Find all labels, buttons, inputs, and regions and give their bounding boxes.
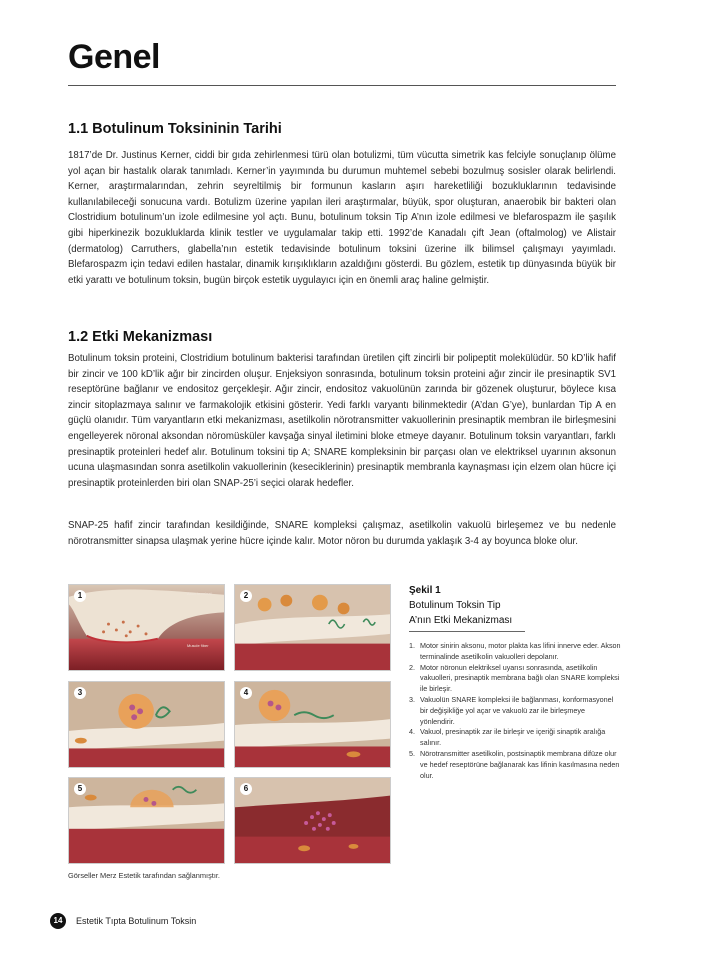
section-heading-history: 1.1 Botulinum Toksininin Tarihi (68, 121, 282, 137)
figure-credit: Görseller Merz Estetik tarafından sağlanmıştır. (68, 871, 220, 880)
page-title: Genel (68, 38, 160, 76)
figure-panel-2 (234, 584, 391, 671)
step-text: Motor nöronun elektriksel uyarısı sonrasında, asetilkolin vakuolleri, presinaptik membrana bağlı olan SNARE kompleksi ile birleşir. (420, 662, 620, 694)
panel-number: 3 (74, 687, 86, 699)
figure-step (409, 727, 621, 749)
figure-panel-4 (234, 681, 391, 768)
figure-step (409, 663, 621, 695)
step-number: 3. (409, 694, 415, 704)
figure-title-underline (409, 631, 525, 632)
step-text: Vakuolün SNARE kompleksi ile bağlanması, konformasyonel bir değişikliğe yol açar ve vakuolü zar ile birleşmeye yönlendirir. (420, 694, 614, 726)
footer-book-title: Estetik Tıpta Botulinum Toksin (76, 916, 197, 926)
panel-number: 6 (240, 783, 252, 795)
axon-terminal-label: Axon terminal (187, 591, 212, 596)
figure-steps-list (409, 641, 621, 781)
panel-number: 4 (240, 687, 252, 699)
figure-panel-1 (68, 584, 225, 671)
mechanism-paragraph-1: Botulinum toksin proteini, Clostridium botulinum bakterisi tarafından üretilen çift zincirli bir polipeptit molekülüdür. 50 kD’lik hafif bir zincir ve 100 kD’lik ağır bir zincirden oluşur. Enjeksiyon sonrasında, botulinum toksin proteini ağır zincir ile presinaptik SV1 reseptörüne bağlanır ve endositoz gerçekleşir. Ağır zincir, endositoz vakuolünün zarında bir gözenek oluşturur, böylece kısa zincir sitoplazmaya salınır ve farmakolojik etkisini gösterir. Yedi farklı varyantı bilinmektedir (A’dan G’ye), bunlardan Tip A en güçlü olanıdır. Tüm varyantların etki mekanizması, asetilkolin nörotransmitter vakuollerinin presinaptik membran ile birleşmesini engelleyerek nöronal aksondan nöromüsküler kavşağa sinyal iletimini bloke etmeye dayanır. Botulinum toksin varyantları, farklı presinaptik proteinleri hedef alır. Botulinum toksini tip A; SNARE kompleksinin bir parçası olan ve elektriksel uyarının aksonun ucuna ulaşmasından sonra asetilkolin vakuollerinin (keseciklerinin) presinaptik membranla kaynaşması için elzem olan hücre içi presinaptik proteinlerden biri olan SNAP-25’i seçici olarak hedefler. (68, 353, 616, 489)
step-number: 5. (409, 748, 415, 758)
figure-panel-5 (68, 777, 225, 864)
figure-step (409, 749, 621, 781)
step-text: Nörotransmitter asetilkolin, postsinaptik membrana difüze olur ve hedef reseptörüne bağlanarak kas lifinin kasılmasına neden olur. (420, 748, 620, 780)
title-divider (68, 85, 616, 86)
panel-number: 1 (74, 590, 86, 602)
figure-panel-3 (68, 681, 225, 768)
snare-binding-illustration (69, 682, 224, 767)
history-paragraph: 1817’de Dr. Justinus Kerner, ciddi bir gıda zehirlenmesi türü olan botulizmi, tüm vücutta simetrik kas felciyle sonuçlanıp ölüme yol açan bir hastalık olarak tanımladı. Kerner’in yayımında bu durumun muhtemel sebebi bozulmuş sosisler olarak belirlendi. Kerner, araştırmalarından, zehrin seyreltilmiş bir formunun kasların aşırı hareketliliği bozukluklarının tedavisinde kullanılabileceği sonucuna vardı. Botulizm üzerine yapılan ileri araştırmalar, büyük, spor oluşturan, anaerobik bir bakteri olan Clostridium botulinum’un izole edilmesine yol açtı. Bunu, botulinum toksin Tip A’nın izole edilmesi ve blefarospazm ile şaşılık gibi hiperkinezik bozukluklarda klinik testler ve uygulamalar takip etti. 1992’de Kanadalı çift Jean (oftalmolog) ve Alistair (dermatolog) Carruthers, glabella’nın estetik tedavisinde botulinum toksini üzerine ilk bilimsel çalışmayı yayımladı. Blefarospazm için tedavi edilen hastalar, dinamik kırışıklıkların azaldığını gösterdi. Bu gözlem, estetik tıp dünyasında büyük bir etki yarattı ve botulinum toksin, bugün birçok estetik uygulayıcı için en önemli araç haline gelmiştir. (68, 150, 616, 286)
section-heading-mechanism: 1.2 Etki Mekanizması (68, 329, 213, 345)
mechanism-paragraph-2: SNAP-25 hafif zincir tarafından kesildiğinde, SNARE kompleksi çalışmaz, asetilkolin vakuolü birleşemez ve bu nedenle nörotransmitter sinapsa ulaşmak yerine hücre içinde kalır. Motor nöron bu durumda yaklaşık 3-4 ay boyunca bloke olur. (68, 520, 616, 547)
step-text: Vakuol, presinaptik zar ile birleşir ve içeriği sinaptik aralığa salınır. (420, 727, 606, 748)
panel-number: 2 (240, 590, 252, 602)
axon-terminal-illustration (69, 585, 224, 670)
figure-step (409, 695, 621, 727)
figure-label: Şekil 1 (409, 585, 441, 596)
step-text: Motor sinirin aksonu, motor plakta kas lifini innerve eder. Akson terminalinde asetilkolin vakuolleri depolanır. (420, 641, 621, 661)
panel-number: 5 (74, 783, 86, 795)
content-release-illustration (69, 778, 224, 863)
figure-step (409, 641, 621, 663)
step-number: 4. (409, 727, 415, 737)
muscle-fiber-label: Muscle fiber (187, 643, 209, 648)
step-number: 2. (409, 662, 415, 672)
figure-panel-6 (234, 777, 391, 864)
figure-caption (409, 584, 619, 632)
page-number-badge: 14 (50, 913, 66, 929)
vesicle-fusion-illustration (235, 682, 390, 767)
figure-title-line-2: A’nın Etki Mekanizması (409, 615, 513, 626)
receptor-binding-illustration (235, 778, 390, 863)
figure-title-line-1: Botulinum Toksin Tip (409, 600, 501, 611)
step-number: 1. (409, 641, 415, 650)
vesicles-illustration (235, 585, 390, 670)
